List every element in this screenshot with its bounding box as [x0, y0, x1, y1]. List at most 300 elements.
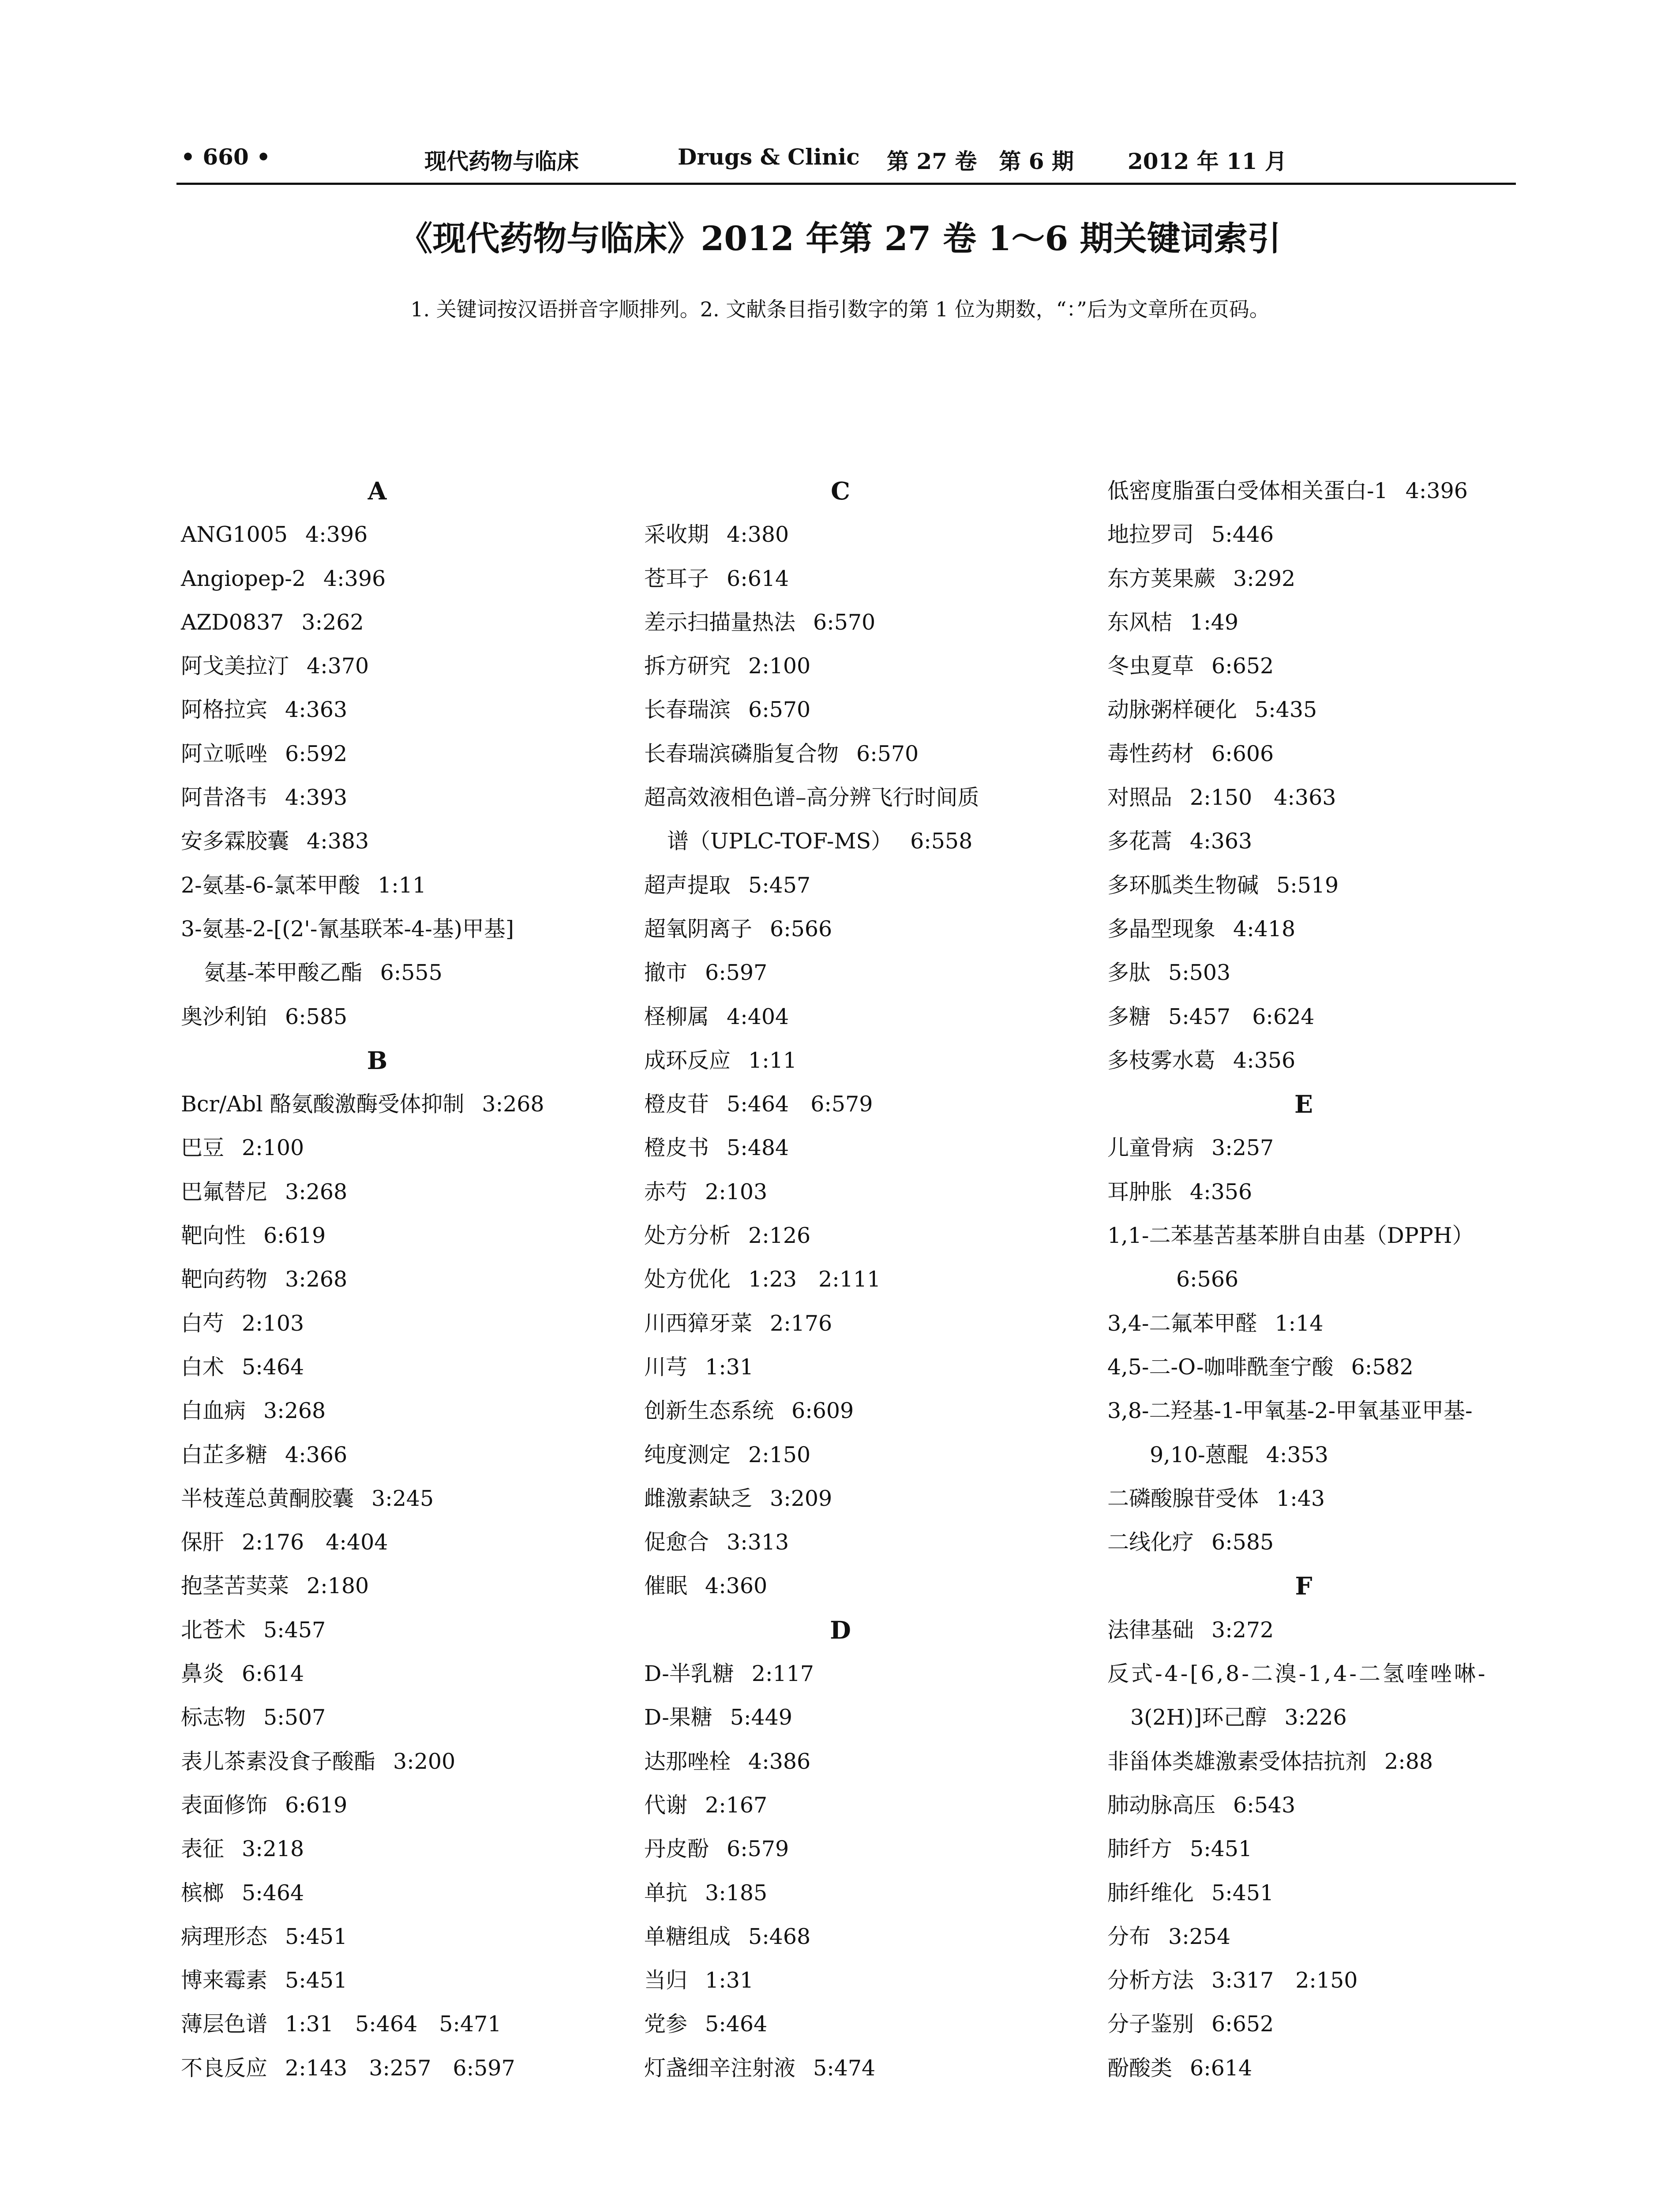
index-entry — [181, 776, 626, 819]
index-entry — [181, 1214, 626, 1257]
index-entry — [181, 1696, 626, 1739]
entry-pages: 6:652 — [1211, 2011, 1274, 2037]
index-entry — [181, 1477, 626, 1520]
entry-pages: 1:49 — [1190, 609, 1239, 635]
index-entry — [644, 1477, 1090, 1520]
entry-term: 白术 — [181, 1354, 225, 1380]
index-entry — [181, 1302, 626, 1345]
index-entry — [644, 1958, 1090, 2002]
entry-term: 采收期 — [644, 522, 709, 548]
entry-term: 撤市 — [644, 960, 688, 986]
entry-pages: 3:313 — [727, 1530, 789, 1555]
index-entry — [1107, 1345, 1553, 1389]
index-entry — [1107, 469, 1553, 513]
index-entry — [644, 1652, 1090, 1696]
entry-pages: 6:558 — [910, 829, 973, 854]
entry-pages: 6:579 — [727, 1836, 789, 1862]
entry-term: 多晶型现象 — [1107, 916, 1216, 942]
index-entry — [1107, 1477, 1553, 1520]
entry-pages: 6:570 — [748, 697, 811, 723]
index-entry — [1107, 1214, 1553, 1257]
entry-pages: 6:585 — [285, 1004, 348, 1029]
entry-term: 柽柳属 — [644, 1004, 709, 1029]
entry-pages: 5:484 — [727, 1135, 789, 1161]
entry-pages: 4:380 — [727, 522, 789, 548]
entry-pages: 5:451 — [285, 1968, 348, 1993]
index-entry — [1107, 907, 1553, 951]
entry-pages: 3:226 — [1284, 1705, 1347, 1730]
index-entry — [181, 1958, 626, 2002]
entry-pages: 6:585 — [1211, 1530, 1274, 1555]
entry-pages: 6:597 — [705, 960, 768, 986]
entry-term: 耳肿胀 — [1107, 1179, 1173, 1204]
entry-pages: 3:272 — [1211, 1617, 1274, 1643]
index-entry — [1107, 1871, 1553, 1915]
entry-pages: 5:468 — [748, 1924, 811, 1949]
entry-pages: 4:356 — [1233, 1047, 1296, 1073]
entry-pages: 6:652 — [1211, 653, 1274, 679]
entry-pages: 4:386 — [748, 1748, 811, 1774]
entry-term: 东风桔 — [1107, 609, 1173, 635]
index-entry — [644, 1302, 1090, 1345]
index-entry — [181, 1082, 626, 1126]
journal-title-en: Drugs & Clinic — [678, 144, 860, 170]
entry-pages: 4:370 — [307, 653, 369, 679]
index-entry — [644, 644, 1090, 688]
index-column-1 — [181, 469, 626, 2090]
entry-pages: 2:150 4:363 — [1190, 785, 1336, 810]
entry-term: 氨基-苯甲酸乙酯 — [204, 960, 363, 986]
entry-term: 阿立哌唑 — [181, 741, 268, 766]
entry-term: 处方分析 — [644, 1223, 731, 1249]
index-entry — [1107, 732, 1553, 776]
index-entry — [1107, 644, 1553, 688]
entry-pages: 1:31 — [705, 1968, 754, 1993]
index-entry — [181, 732, 626, 776]
index-entry — [1107, 1827, 1553, 1871]
entry-term: 动脉粥样硬化 — [1107, 697, 1238, 723]
index-entry — [644, 1433, 1090, 1477]
entry-term: 9,10-蒽醌 — [1150, 1442, 1249, 1467]
entry-pages: 3:257 — [1211, 1135, 1274, 1161]
entry-term: 不良反应 — [181, 2055, 268, 2081]
entry-pages: 5:451 — [1211, 1880, 1274, 1906]
entry-pages: 6:566 — [770, 916, 832, 942]
entry-term: 北苍术 — [181, 1617, 246, 1643]
entry-term: AZD0837 — [181, 609, 284, 635]
index-entry — [644, 2046, 1090, 2090]
entry-term: 超声提取 — [644, 872, 731, 898]
entry-pages: 5:464 — [242, 1880, 304, 1906]
entry-pages: 5:451 — [285, 1924, 348, 1949]
letter-heading: A — [368, 476, 387, 505]
entry-term: 拆方研究 — [644, 653, 731, 679]
entry-term: 催眠 — [644, 1573, 688, 1599]
entry-pages: 4:366 — [285, 1442, 348, 1467]
entry-pages: 4:363 — [1190, 829, 1252, 854]
entry-pages: 1:11 — [378, 872, 427, 898]
entry-term: 半枝莲总黄酮胶囊 — [181, 1486, 354, 1511]
index-entry — [181, 1783, 626, 1827]
entry-pages: 5:464 — [705, 2011, 768, 2037]
index-entry — [644, 776, 1090, 819]
entry-term: 白血病 — [181, 1398, 246, 1424]
index-entry — [1107, 688, 1553, 732]
entry-pages: 3:218 — [242, 1836, 304, 1862]
entry-pages: 1:31 5:464 5:471 — [285, 2011, 502, 2037]
entry-pages: 4:363 — [285, 697, 348, 723]
entry-term: D-半乳糖 — [644, 1661, 734, 1687]
entry-term: 病理形态 — [181, 1924, 268, 1949]
index-entry — [644, 1827, 1090, 1871]
page-number: • 660 • — [181, 144, 271, 170]
index-entry — [1107, 2046, 1553, 2090]
entry-term: 多糖 — [1107, 1004, 1151, 1029]
index-entry — [181, 1608, 626, 1652]
entry-term: 薄层色谱 — [181, 2011, 268, 2037]
entry-term: 赤芍 — [644, 1179, 688, 1204]
entry-pages: 6:614 — [242, 1661, 304, 1687]
entry-term: 肺动脉高压 — [1107, 1792, 1216, 1818]
entry-pages: 2:100 — [748, 653, 811, 679]
entry-pages: 3:292 — [1233, 566, 1296, 591]
entry-term: 槟榔 — [181, 1880, 225, 1906]
entry-pages: 5:451 — [1190, 1836, 1252, 1862]
entry-pages: 3:268 — [263, 1398, 326, 1424]
index-entry — [1107, 600, 1553, 644]
index-entry — [1107, 1915, 1553, 1958]
entry-term: 2-氨基-6-氯苯甲酸 — [181, 872, 360, 898]
entry-term: 反式-4-[6,8-二溴-1,4-二氢喹唑啉- — [1107, 1661, 1488, 1687]
index-entry — [1107, 1652, 1553, 1696]
index-entry — [181, 1170, 626, 1214]
entry-pages: 4:356 — [1190, 1179, 1252, 1204]
entry-pages: 5:507 — [263, 1705, 326, 1730]
entry-term: 儿童骨病 — [1107, 1135, 1194, 1161]
index-column-2 — [644, 469, 1090, 2090]
entry-term: 奥沙利铂 — [181, 1004, 268, 1029]
letter-heading: B — [367, 1046, 388, 1075]
letter-heading: D — [830, 1615, 851, 1644]
entry-term: 多环胍类生物碱 — [1107, 872, 1259, 898]
entry-term: 灯盏细辛注射液 — [644, 2055, 796, 2081]
index-entry — [1107, 1783, 1553, 1827]
entry-term: 单抗 — [644, 1880, 688, 1906]
entry-term: 东方荚果蕨 — [1107, 566, 1216, 591]
index-entry — [644, 863, 1090, 907]
entry-pages: 4:418 — [1233, 916, 1296, 942]
entry-term: 肺纤方 — [1107, 1836, 1173, 1862]
entry-term: 3-氨基-2-[(2'-氰基联苯-4-基)甲基] — [181, 916, 514, 942]
letter-heading: F — [1295, 1572, 1312, 1601]
entry-pages: 4:393 — [285, 785, 348, 810]
entry-pages: 6:555 — [380, 960, 442, 986]
entry-term: 多肽 — [1107, 960, 1151, 986]
entry-term: 川芎 — [644, 1354, 688, 1380]
entry-term: 阿昔洛韦 — [181, 785, 268, 810]
index-entry — [181, 819, 626, 863]
entry-term: 长春瑞滨磷脂复合物 — [644, 741, 839, 766]
index-entry — [1107, 1520, 1553, 1564]
entry-pages: 1:14 — [1275, 1310, 1324, 1336]
index-note: 1. 关键词按汉语拼音字顺排列。2. 文献条目指引数字的第 1 位为期数，“：”后为文章所在页码。 — [410, 297, 1270, 321]
entry-term: 鼻炎 — [181, 1661, 225, 1687]
index-entry — [181, 557, 626, 600]
entry-term: 分布 — [1107, 1924, 1151, 1949]
entry-term: 表面修饰 — [181, 1792, 268, 1818]
entry-term: 3(2H)]环己醇 — [1130, 1705, 1267, 1730]
entry-pages: 6:570 — [856, 741, 919, 766]
entry-term: 冬虫夏草 — [1107, 653, 1194, 679]
index-entry — [644, 1389, 1090, 1433]
index-entry — [181, 951, 626, 994]
index-entry — [644, 1257, 1090, 1301]
entry-pages: 5:503 — [1168, 960, 1231, 986]
index-entry — [1107, 1257, 1553, 1301]
index-entry — [181, 1389, 626, 1433]
index-entry — [181, 688, 626, 732]
entry-pages: 3:185 — [705, 1880, 768, 1906]
entry-pages: 3:268 — [285, 1179, 348, 1204]
letter-heading: C — [831, 476, 850, 505]
entry-pages: 5:449 — [730, 1705, 792, 1730]
entry-term: 雌激素缺乏 — [644, 1486, 753, 1511]
index-entry — [1107, 1433, 1553, 1477]
entry-term: 白芷多糖 — [181, 1442, 268, 1467]
entry-pages: 6:609 — [791, 1398, 854, 1424]
entry-term: 巴氟替尼 — [181, 1179, 268, 1204]
index-title: 《现代药物与临床》2012 年第 27 卷 1～6 期关键词索引 — [399, 219, 1281, 258]
entry-pages: 3:268 — [482, 1092, 544, 1117]
index-entry — [181, 1257, 626, 1301]
entry-term: 1,1-二苯基苦基苯肼自由基（DPPH） — [1107, 1223, 1474, 1249]
index-entry — [644, 557, 1090, 600]
index-entry — [181, 1433, 626, 1477]
index-entry — [181, 1871, 626, 1915]
running-header — [176, 140, 1516, 185]
entry-term: 代谢 — [644, 1792, 688, 1818]
entry-pages: 4:396 — [1405, 478, 1468, 503]
entry-pages: 3:209 — [770, 1486, 832, 1511]
index-entry — [644, 688, 1090, 732]
entry-term: 安多霖胶囊 — [181, 829, 289, 854]
entry-term: ANG1005 — [181, 522, 288, 548]
index-entry — [181, 1564, 626, 1608]
entry-pages: 2:103 — [242, 1310, 304, 1336]
letter-heading: E — [1294, 1090, 1313, 1119]
index-entry — [1107, 1170, 1553, 1214]
index-entry — [181, 2046, 626, 2090]
index-entry — [1107, 1608, 1553, 1652]
entry-term: 低密度脂蛋白受体相关蛋白-1 — [1107, 478, 1388, 503]
entry-term: 多枝雾水葛 — [1107, 1047, 1216, 1073]
entry-term: 抱茎苦荬菜 — [181, 1573, 289, 1599]
entry-term: 超氧阴离子 — [644, 916, 753, 942]
entry-pages: 1:43 — [1276, 1486, 1325, 1511]
entry-term: 巴豆 — [181, 1135, 225, 1161]
entry-term: 差示扫描量热法 — [644, 609, 796, 635]
entry-pages: 5:457 — [263, 1617, 326, 1643]
entry-pages: 5:519 — [1276, 872, 1339, 898]
entry-term: 单糖组成 — [644, 1924, 731, 1949]
entry-pages: 6:619 — [285, 1792, 348, 1818]
index-entry — [1107, 1696, 1553, 1739]
entry-term: 超高效液相色谱–高分辨飞行时间质 — [644, 785, 979, 810]
entry-pages: 5:464 — [242, 1354, 304, 1380]
entry-term: 二磷酸腺苷受体 — [1107, 1486, 1259, 1511]
entry-term: 法律基础 — [1107, 1617, 1194, 1643]
index-entry — [181, 513, 626, 556]
index-entry — [1107, 819, 1553, 863]
entry-term: 达那唑栓 — [644, 1748, 731, 1774]
entry-term: 促愈合 — [644, 1530, 709, 1555]
entry-pages: 2:180 — [307, 1573, 369, 1599]
entry-pages: 4:396 — [323, 566, 386, 591]
index-entry — [644, 1520, 1090, 1564]
entry-term: 表儿茶素没食子酸酯 — [181, 1748, 376, 1774]
entry-term: 创新生态系统 — [644, 1398, 774, 1424]
entry-term: 阿戈美拉汀 — [181, 653, 289, 679]
index-entry — [644, 1214, 1090, 1257]
entry-pages: 4:404 — [727, 1004, 789, 1029]
entry-pages: 3:268 — [285, 1267, 348, 1292]
entry-term: 阿格拉宾 — [181, 697, 268, 723]
entry-pages: 1:11 — [748, 1047, 797, 1073]
index-entry — [644, 513, 1090, 556]
entry-term: 靶向性 — [181, 1223, 246, 1249]
index-entry — [644, 995, 1090, 1039]
entry-term: 苍耳子 — [644, 566, 709, 591]
entry-term: 酚酸类 — [1107, 2055, 1173, 2081]
index-entry — [644, 1871, 1090, 1915]
index-entry — [181, 1827, 626, 1871]
entry-pages: 3:317 2:150 — [1211, 1968, 1358, 1993]
index-entry — [181, 1740, 626, 1783]
index-entry — [644, 1082, 1090, 1126]
entry-pages: 5:457 6:624 — [1168, 1004, 1315, 1029]
entry-term: 党参 — [644, 2011, 688, 2037]
entry-pages: 6:566 — [1176, 1267, 1239, 1292]
index-entry — [1107, 776, 1553, 819]
entry-term: 成环反应 — [644, 1047, 731, 1073]
entry-term: Angiopep-2 — [181, 566, 306, 591]
index-entry — [181, 2002, 626, 2046]
index-entry — [644, 819, 1090, 863]
index-entry — [1107, 1740, 1553, 1783]
index-entry — [1107, 995, 1553, 1039]
index-entry — [181, 1520, 626, 1564]
entry-pages: 3:254 — [1168, 1924, 1231, 1949]
entry-term: 非甾体类雄激素受体拮抗剂 — [1107, 1748, 1367, 1774]
entry-pages: 5:446 — [1211, 522, 1274, 548]
entry-pages: 5:464 6:579 — [727, 1092, 873, 1117]
entry-pages: 3:262 — [301, 609, 364, 635]
index-entry — [1107, 1039, 1553, 1082]
entry-pages: 2:167 — [705, 1792, 768, 1818]
entry-term: 肺纤维化 — [1107, 1880, 1194, 1906]
index-entry — [181, 1652, 626, 1696]
journal-title-cn: 现代药物与临床 — [424, 148, 579, 174]
entry-pages: 6:582 — [1351, 1354, 1414, 1380]
entry-term: 川西獐牙菜 — [644, 1310, 753, 1336]
entry-term: 白芍 — [181, 1310, 225, 1336]
index-entry — [644, 1126, 1090, 1170]
entry-pages: 5:474 — [813, 2055, 876, 2081]
entry-term: 毒性药材 — [1107, 741, 1194, 766]
entry-term: 纯度测定 — [644, 1442, 731, 1467]
entry-pages: 6:543 — [1233, 1792, 1296, 1818]
entry-term: 表征 — [181, 1836, 225, 1862]
entry-pages: 6:570 — [813, 609, 876, 635]
entry-pages: 2:100 — [242, 1135, 304, 1161]
entry-term: 处方优化 — [644, 1267, 731, 1292]
entry-pages: 2:176 4:404 — [242, 1530, 388, 1555]
index-entry — [644, 1345, 1090, 1389]
entry-term: 二线化疗 — [1107, 1530, 1194, 1555]
entry-pages: 4:383 — [307, 829, 369, 854]
index-entry — [644, 732, 1090, 776]
index-entry — [1107, 1126, 1553, 1170]
index-entry — [1107, 951, 1553, 994]
entry-pages: 6:614 — [727, 566, 789, 591]
index-entry — [644, 1783, 1090, 1827]
index-entry — [1107, 513, 1553, 556]
issue-date: 2012 年 11 月 — [1128, 148, 1287, 174]
entry-term: 分析方法 — [1107, 1968, 1194, 1993]
entry-term: 标志物 — [181, 1705, 246, 1730]
index-entry — [181, 1345, 626, 1389]
entry-pages: 6:614 — [1190, 2055, 1252, 2081]
entry-term: 谱（UPLC-TOF-MS） — [667, 829, 893, 854]
index-entry — [181, 995, 626, 1039]
entry-term: 3,4-二氟苯甲醛 — [1107, 1310, 1257, 1336]
entry-term: 当归 — [644, 1968, 688, 1993]
entry-term: 地拉罗司 — [1107, 522, 1194, 548]
entry-pages: 1:31 — [705, 1354, 754, 1380]
volume-issue: 第 27 卷 第 6 期 — [887, 148, 1074, 174]
entry-term: 分子鉴别 — [1107, 2011, 1194, 2037]
index-entry — [1107, 1389, 1553, 1433]
entry-term: 3,8-二羟基-1-甲氧基-2-甲氧基亚甲基- — [1107, 1398, 1473, 1424]
index-entry — [644, 1696, 1090, 1739]
entry-pages: 1:23 2:111 — [748, 1267, 881, 1292]
index-entry — [181, 1126, 626, 1170]
index-entry — [181, 644, 626, 688]
index-entry — [181, 863, 626, 907]
entry-pages: 3:245 — [371, 1486, 434, 1511]
entry-pages: 4:353 — [1266, 1442, 1328, 1467]
index-entry — [181, 907, 626, 951]
index-entry — [644, 1039, 1090, 1082]
index-entry — [644, 2002, 1090, 2046]
index-entry — [1107, 557, 1553, 600]
index-entry — [644, 1170, 1090, 1214]
entry-pages: 5:457 — [748, 872, 811, 898]
entry-pages: 2:103 — [705, 1179, 768, 1204]
index-entry — [644, 951, 1090, 994]
entry-pages: 6:619 — [263, 1223, 326, 1249]
entry-term: 对照品 — [1107, 785, 1173, 810]
index-entry — [644, 1915, 1090, 1958]
entry-pages: 2:88 — [1384, 1748, 1433, 1774]
entry-term: 保肝 — [181, 1530, 225, 1555]
index-entry — [644, 1740, 1090, 1783]
index-entry — [1107, 1302, 1553, 1345]
entry-term: 博来霉素 — [181, 1968, 268, 1993]
index-entry — [181, 600, 626, 644]
entry-pages: 2:143 3:257 6:597 — [285, 2055, 515, 2081]
entry-term: 4,5-二-O-咖啡酰奎宁酸 — [1107, 1354, 1334, 1380]
